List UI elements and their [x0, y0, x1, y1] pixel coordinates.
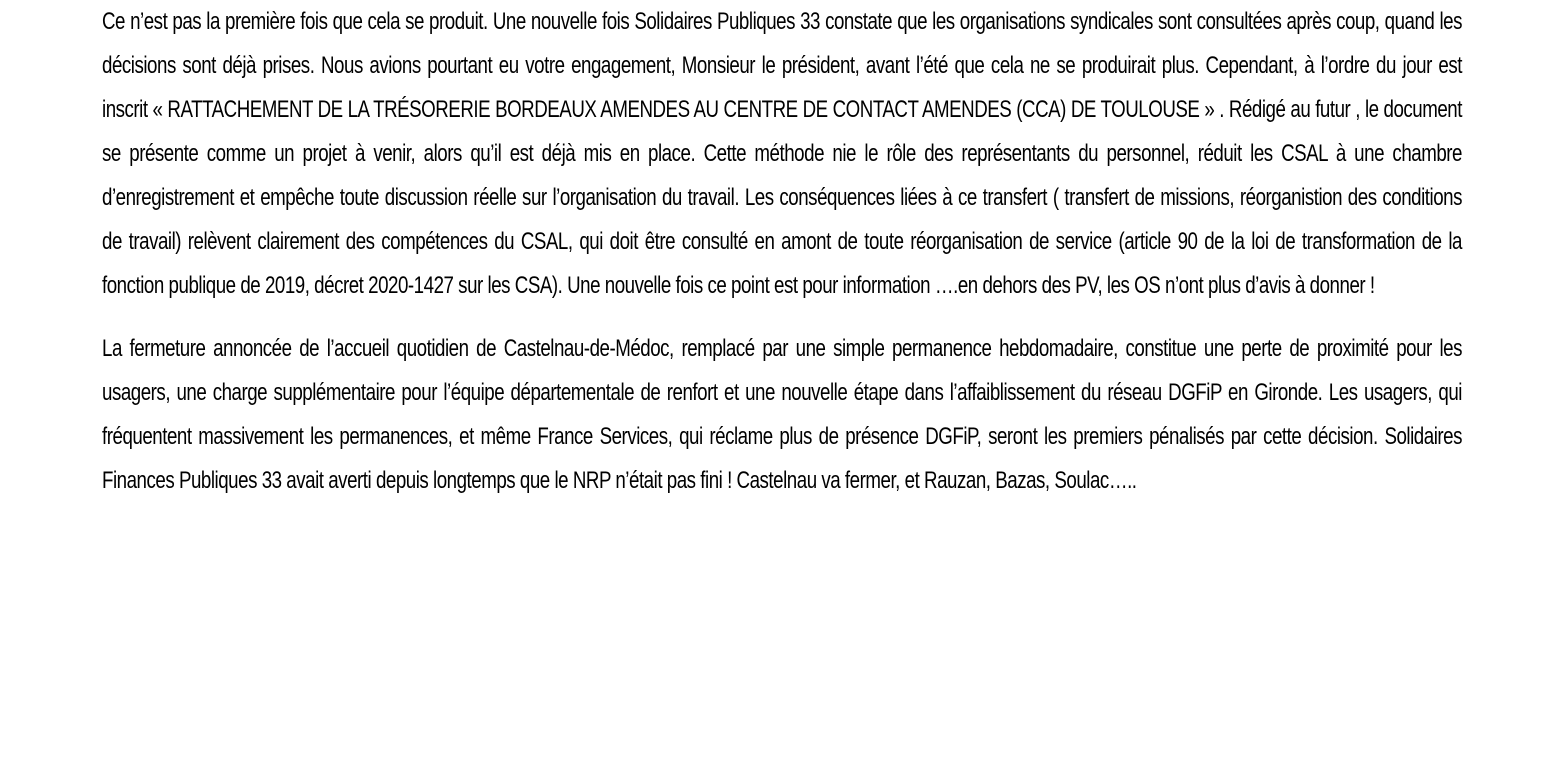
paragraph-csal-consultation: Ce n’est pas la première fois que cela se produit. Une nouvelle fois Solidaires Publiques 33 constate que les organisations syndicales sont consultées après coup, quand les décisions sont déjà prises. Nous avions pourtant eu votre engagement, Monsieur le président, avant l’été que cela ne se produirait plus. Cependant, à l’ordre du jour est inscrit « RATTACHEMENT DE LA TRÉSORERIE BORDEAUX AMENDES AU CENTRE DE CONTACT AMENDES (CCA) DE TOULOUSE » . Rédigé au futur , le document se présente comme un projet à venir, alors qu’il est déjà mis en place. Cette méthode nie le rôle des représentants du personnel, réduit les CSAL à une chambre d’enregistrement et empêche toute discussion réelle sur l’organisation du travail. Les conséquences liées à ce transfert ( transfert de missions, réorganistion des conditions de travail) relèvent clairement des compétences du CSAL, qui doit être consulté en amont de toute réorganisation de service (article 90 de la loi de transformation de la fonction publique de 2019, décret 2020-1427 sur les CSA). Une nouvelle fois ce point est pour information ….en dehors des PV, les OS n’ont plus d’avis à donner ! [102, 8, 1462, 299]
document-body [102, 0, 1462, 503]
paragraph-castelnau-closure: La fermeture annoncée de l’accueil quotidien de Castelnau-de-Médoc, remplacé par une simple permanence hebdomadaire, constitue une perte de proximité pour les usagers, une charge supplémentaire pour l’équipe départementale de renfort et une nouvelle étape dans l’affaiblissement du réseau DGFiP en Gironde. Les usagers, qui fréquentent massivement les permanences, et même France Services, qui réclame plus de présence DGFiP, seront les premiers pénalisés par cette décision. Solidaires Finances Publiques 33 avait averti depuis longtemps que le NRP n’était pas fini ! Castelnau va fermer, et Rauzan, Bazas, Soulac….. [102, 335, 1462, 494]
